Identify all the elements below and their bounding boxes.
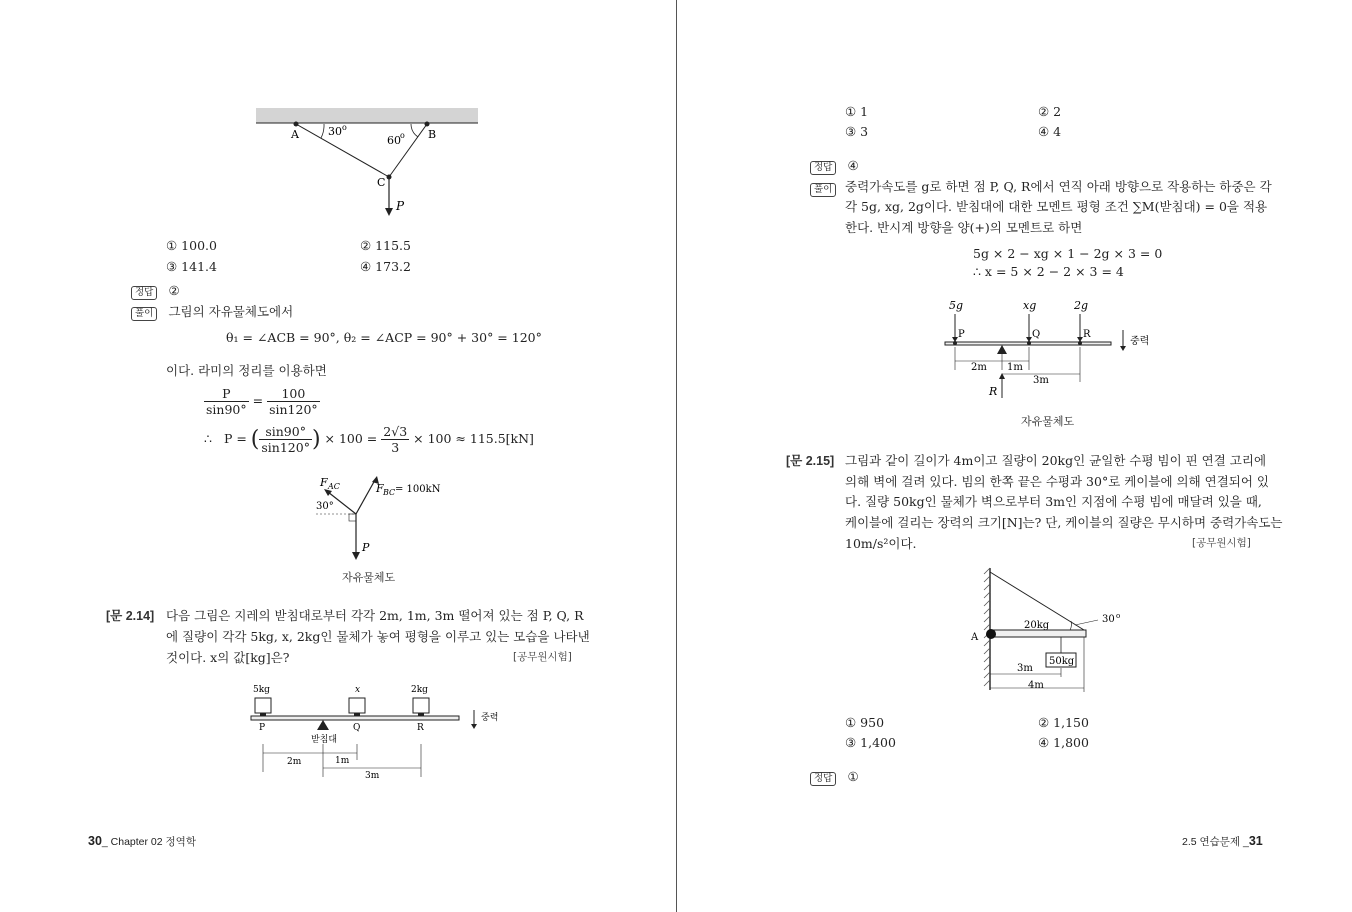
choice-bottom-3: ③ 1,400 bbox=[845, 735, 896, 750]
choice-4: ④ 173.2 bbox=[360, 259, 411, 274]
svg-text:20kg: 20kg bbox=[1024, 620, 1050, 631]
footer-right bbox=[1182, 834, 1263, 849]
section-title: 2.5 연습문제 _ bbox=[1182, 836, 1249, 848]
equation-x: ∴ x = 5 × 2 − 2 × 3 = 4 bbox=[973, 264, 1124, 279]
svg-text:30°: 30° bbox=[316, 501, 334, 512]
choice-bottom-4: ④ 1,800 bbox=[1038, 735, 1089, 750]
svg-text:2kg: 2kg bbox=[411, 685, 428, 695]
problem-2-14-line-1: 다음 그림은 지레의 받침대로부터 각각 2m, 1m, 3m 떨어져 있는 점 P, Q, R bbox=[166, 608, 584, 623]
choice-top-1: ① 1 bbox=[845, 104, 869, 119]
svg-text:30: 30 bbox=[1102, 614, 1115, 625]
choice-top-3: ③ 3 bbox=[845, 124, 869, 139]
problem-2-14-source: [공무원시험] bbox=[513, 651, 572, 663]
footer-left bbox=[88, 834, 196, 849]
svg-text:5g: 5g bbox=[949, 299, 964, 312]
svg-text:5kg: 5kg bbox=[253, 685, 270, 695]
lami-text: 이다. 라미의 정리를 이용하면 bbox=[166, 363, 327, 378]
svg-text:P: P bbox=[958, 329, 965, 340]
ceiling bbox=[256, 108, 478, 123]
equation-result: ∴ P = ( $\frac{\sin 90^\circ}{\sin 120^\circ}$ ) × 100 = $\frac{2√3}{3}$ × 100 ≈ 115.5[kN] bbox=[204, 424, 534, 455]
solution-row bbox=[131, 301, 293, 321]
problem-2-15-line-2: 의해 벽에 걸려 있다. 빔의 한쪽 끝은 수평과 30°로 케이블에 의해 연결되어 있 bbox=[845, 474, 1269, 489]
equation-lami: $\frac{P}{\sin 90^\circ}$ = $\frac{100}{\sin 120^\circ}$ bbox=[206, 386, 318, 417]
svg-text:R: R bbox=[1083, 329, 1091, 340]
force-p: P bbox=[396, 199, 405, 213]
svg-text:Q: Q bbox=[1032, 329, 1041, 340]
problem-2-15-line-3: 다. 질량 50kg인 물체가 벽으로부터 3m인 지점에 수평 빔에 매달려 있을 때, bbox=[845, 494, 1262, 509]
svg-text:Q: Q bbox=[353, 723, 361, 733]
solution-line-1: 중력가속도를 g로 하면 점 P, Q, R에서 연직 아래 방향으로 작용하는 하중은 각 bbox=[845, 179, 1272, 194]
figure-hanging-triangle bbox=[250, 100, 485, 220]
problem-2-15-source: [공무원시험] bbox=[1192, 537, 1251, 549]
figure-fbd-left bbox=[300, 472, 480, 564]
svg-text:o: o bbox=[342, 123, 347, 132]
svg-text:F: F bbox=[320, 476, 328, 489]
svg-text:F: F bbox=[376, 482, 384, 495]
choice-1: ① 100.0 bbox=[166, 238, 217, 253]
svg-text:A: A bbox=[971, 632, 979, 643]
page-number-right: 31 bbox=[1248, 834, 1263, 848]
answer-row-right-2: 정답 ① bbox=[810, 766, 859, 786]
figure-wall-beam bbox=[960, 562, 1130, 697]
problem-2-15-label: [문 2.15] bbox=[786, 454, 835, 468]
problem-2-15-line-1: 그림과 같이 길이가 4m이고 질량이 20kg인 균일한 수평 빔이 핀 연결 고리에 bbox=[845, 453, 1267, 468]
problem-2-14-line-3: 것이다. x의 값[kg]은? bbox=[166, 650, 290, 665]
solution-line-2: 각 5g, xg, 2g이다. 받침대에 대한 모멘트 평형 조건 ∑M(받침대) = 0을 적용 bbox=[845, 199, 1268, 214]
svg-text:x: x bbox=[355, 685, 361, 695]
svg-text:R: R bbox=[417, 723, 424, 733]
svg-text:P: P bbox=[362, 541, 370, 554]
problem-2-15-line-5: 10m/s²이다. bbox=[845, 536, 917, 551]
choice-top-4: ④ 4 bbox=[1038, 124, 1062, 139]
svg-text:중력: 중력 bbox=[1130, 336, 1150, 347]
svg-text:중력: 중력 bbox=[481, 713, 499, 723]
equation-moment: 5g × 2 − xg × 1 − 2g × 3 = 0 bbox=[973, 246, 1163, 261]
answer-row-right: 정답 ④ bbox=[810, 155, 859, 175]
problem-2-14-line-2: 에 질량이 각각 5kg, x, 2kg인 물체가 놓여 평형을 이루고 있는 모습을 나타낸 bbox=[166, 629, 590, 644]
choice-top-2: ② 2 bbox=[1038, 104, 1062, 119]
svg-text:R: R bbox=[989, 385, 998, 398]
page-gutter bbox=[676, 0, 677, 912]
answer-value: ② bbox=[168, 283, 180, 298]
svg-text:50kg: 50kg bbox=[1049, 656, 1075, 667]
svg-text:3m: 3m bbox=[1017, 663, 1033, 674]
figure-lever bbox=[245, 680, 510, 785]
svg-text:3m: 3m bbox=[365, 771, 380, 781]
fbd-caption-right: 자유물체도 bbox=[1021, 415, 1075, 428]
svg-text:1m: 1m bbox=[335, 756, 350, 766]
angle-b: 60 bbox=[387, 134, 401, 147]
choice-bottom-1: ① 950 bbox=[845, 715, 885, 730]
solution-intro: 그림의 자유물체도에서 bbox=[168, 304, 294, 319]
svg-text:2m: 2m bbox=[971, 362, 987, 373]
label-b: B bbox=[428, 128, 437, 141]
svg-text:P: P bbox=[259, 723, 266, 733]
choice-2: ② 115.5 bbox=[360, 238, 411, 253]
solution-row-right: 풀이 bbox=[810, 177, 836, 197]
svg-text:받침대: 받침대 bbox=[311, 735, 338, 745]
svg-text:1m: 1m bbox=[1007, 362, 1023, 373]
solution-badge: 풀이 bbox=[131, 307, 157, 321]
svg-text:o: o bbox=[1116, 612, 1121, 620]
svg-text:o: o bbox=[400, 131, 405, 140]
svg-text:2m: 2m bbox=[287, 757, 302, 767]
equation-theta: θ₁ = ∠ACB = 90°, θ₂ = ∠ACP = 90° + 30° = 120° bbox=[226, 330, 542, 345]
svg-text:4m: 4m bbox=[1028, 680, 1044, 691]
problem-2-14-label: [문 2.14] bbox=[106, 609, 155, 623]
chapter-title: _ Chapter 02 정역학 bbox=[101, 836, 196, 848]
label-c: C bbox=[377, 176, 386, 189]
fbd-caption-left: 자유물체도 bbox=[342, 571, 396, 584]
label-a: A bbox=[291, 128, 299, 141]
svg-text:= 100kN: = 100kN bbox=[395, 484, 441, 495]
page-number-left: 30 bbox=[88, 834, 102, 848]
svg-text:BC: BC bbox=[383, 488, 396, 497]
svg-text:xg: xg bbox=[1023, 299, 1037, 312]
answer-badge: 정답 bbox=[131, 286, 157, 300]
choice-3: ③ 141.4 bbox=[166, 259, 217, 274]
problem-2-15-line-4: 케이블에 걸리는 장력의 크기[N]는? 단, 케이블의 질량은 무시하며 중력가속도는 bbox=[845, 515, 1283, 530]
svg-text:2g: 2g bbox=[1074, 299, 1089, 312]
figure-fbd-right bbox=[935, 292, 1165, 402]
angle-a: 30 bbox=[328, 125, 342, 138]
solution-line-3: 한다. 반시계 방향을 양(+)의 모멘트로 하면 bbox=[845, 220, 1083, 235]
svg-text:AC: AC bbox=[328, 482, 340, 491]
choice-bottom-2: ② 1,150 bbox=[1038, 715, 1089, 730]
answer-row bbox=[131, 280, 180, 300]
svg-text:3m: 3m bbox=[1033, 375, 1049, 386]
